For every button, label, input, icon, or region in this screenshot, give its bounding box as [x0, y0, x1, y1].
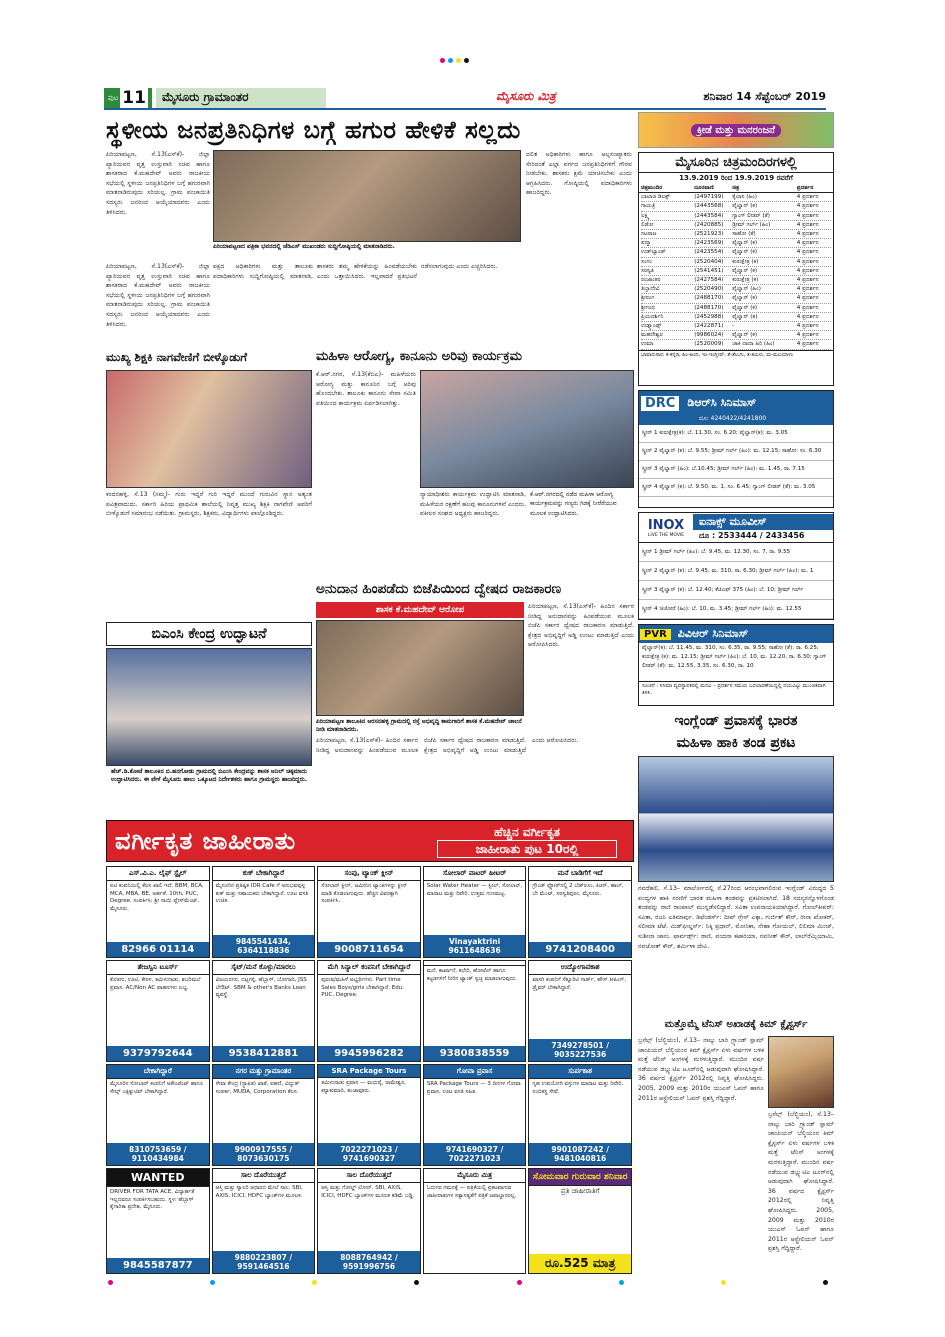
cinema-row: [641, 285, 831, 294]
cinema-cell: ಪೈಲ್ವಾನ್ (ಕ): [732, 249, 758, 256]
page-header: [104, 88, 826, 110]
cinema-cell: ಪ್ರಿಯದರ್ಶಿನಿ: [641, 313, 664, 320]
story3-photo: [420, 370, 634, 488]
classified-ad-phone: 7022271023 / 9741690327: [318, 1143, 420, 1165]
classified-ad-body: ಸೋಲಾರ್ ಕ್ಲೀನ್, ಜಮೀನಿನ ಟ್ಯಾಂಕಿಗಳನ್ನು ಕ್ಲೀನ್ ಮಾಡಿ ಕೊಡಲಾಗುವುದು. ಹೆಚ್ಚಿನ ವಿವರಕ್ಕಾಗಿ ಸಂಪರ್ಕಿಸಿ.: [321, 883, 408, 904]
classified-ad: [212, 1064, 316, 1166]
classified-ad: [528, 866, 632, 958]
inox-logo: INOX: [647, 517, 685, 533]
classified-ad-phone: 9741690327 / 7022271023: [424, 1143, 526, 1165]
cinema-cell: 4 ಪ್ರದರ್ಶನ: [796, 203, 819, 210]
paper-logo: ಮೈಸೂರು ಮಿತ್ರ: [496, 89, 556, 103]
classified-ad-title: ತೇಜಸ್ವಿನಿ ಟೂರ್ಸ್: [107, 961, 209, 975]
classified-ad-phone: 7349278501 / 9035227536: [529, 1039, 631, 1061]
cinema-cell: ತಿಬ್ಬಾದೇವಿ: [641, 286, 660, 293]
cinema-cell: (2427584): [694, 277, 724, 284]
cinema-cell: 4 ಪ್ರದರ್ಶನ: [796, 249, 819, 256]
inox-phone: ದೂ : 2533444 / 2433456: [699, 530, 805, 540]
classified-ad-phone: 9845541434, 6364118836: [213, 935, 315, 957]
classified-ad: [106, 866, 210, 958]
classified-ad-phone: 9900917555 / 8073630175: [213, 1143, 315, 1165]
cinema-cell: ನಟರಾಜ: [641, 231, 657, 238]
cinema-cell: ಶ್ರೀರಂಗ: [641, 295, 655, 302]
story4-body: ಪಿರಿಯಾಪಟ್ಟಣ, ಸೆ.13(ಎಸ್‌ಕೆ)- ಹಿಂದಿನ ಸರ್ಕಾರ ನೀಡಿದ್ದ ಅನುದಾನವನ್ನು ಹಿಂಪಡೆಯುವ ಮೂಲಕ ಬಿಜೆಪಿ ಸರ್ಕಾರ ದ್ವೇಷದ ರಾಜಕಾರಣ ಮಾಡುತ್ತಿದೆ. ಕ್ಷೇತ್ರದ ಅಭಿವೃದ್ಧಿಗೆ ಅಡ್ಡಿ ಉಂಟು ಮಾಡುತ್ತಿದೆ ಎಂದು ಆರೋಪಿಸಿದರು.: [316, 737, 579, 754]
cinema-col-header: ಚಿತ್ರ: [732, 185, 740, 191]
classified-ad: [423, 1064, 527, 1166]
classified-ad-body: ಪುರುಷ/ಮಹಿಳೆ ಅಭ್ಯರ್ಥಿಗಳು. Part time Sales Boys/girls ಬೇಕಾಗಿದ್ದಾರೆ. Edu: PUC, Degree.: [321, 977, 405, 998]
cinema-table: [639, 193, 833, 349]
lead-col-3: ದಲಿತ ಅಧಿಕಾರಿಗಳು ಹಾಗೂ ಅಲ್ಪಸಂಖ್ಯಾತರು ಸೇರಿದಂತೆ ಎಲ್ಲಾ ವರ್ಗದ ಜನಪ್ರತಿನಿಧಿಗಳಿಗೆ ಗೌರವ ನೀಡಬೇಕು. ಶಾಸಕರು ಕ್ಷಮೆ ಯಾಚಿಸಬೇಕು ಎಂದು ಆಗ್ರಹಿಸಿದರು. ಗೋಷ್ಠಿಯಲ್ಲಿ ಪದಾಧಿಕಾರಿಗಳು ಹಾಜರಿದ್ದರು.: [526, 151, 632, 197]
classified-ad: [317, 1168, 421, 1274]
classified-ad-title: ಮನೆ ಬಾಡಿಗೆಗೆ ಇದೆ: [529, 867, 631, 881]
story2-body: ಕಂದನಹಳ್ಳಿ, ಸೆ.13 (ನಮ್ಮ)- ಗುರು ಇದ್ದರೆ ಗುರಿ ಇದ್ದರೆ ಮುಂದೆ ಗುರುವಿನ ಸ್ಥಾನ ಅತ್ಯಂತ ಪವಿತ್ರವಾದುದು. ಸರ್ಕಾರಿ ಹಿರಿಯ ಪ್ರಾಥಮಿಕ ಶಾಲೆಯಲ್ಲಿ ನಿವೃತ್ತ ಮುಖ್ಯ ಶಿಕ್ಷಕಿ ನಾಗವೇಣಿ ಅವರಿಗೆ ಬೀಳ್ಕೊಡುಗೆ ಸಮಾರಂಭ ನಡೆಯಿತು. ಗ್ರಾಮಸ್ಥರು, ಶಿಕ್ಷಕರು, ವಿದ್ಯಾರ್ಥಿಗಳು ಪಾಲ್ಗೊಂಡಿದ್ದರು.: [106, 491, 312, 518]
classified-ad-title: ಉದ್ಯೋಗಾವಕಾಶ: [529, 961, 631, 975]
cinema-cell: ಶ್ರೀಗಂಧ: [641, 304, 656, 311]
classified-ad: [212, 866, 316, 958]
inox-tagline: LIVE THE MOVIE: [647, 532, 685, 538]
classified-ad-title: ಸೋಮವಾರ ಗುರುವಾರ ಶನಿವಾರ: [529, 1169, 631, 1186]
hockey-headline-1: ಇಂಗ್ಲೆಂಡ್ ಪ್ರವಾಸಕ್ಕೆ ಭಾರತ: [674, 713, 798, 729]
cinema-row: [641, 340, 831, 349]
cinema-cell: (2520490): [694, 286, 724, 293]
classified-ad-phone: 9945996282: [318, 1046, 420, 1061]
drc-screen-row: ಸ್ಕ್ರೀನ್ 1 ಕುರುಕ್ಷೇತ್ರ(ಕ): ಬೆ. 11.30, ಸಂ. 6.20; ಪೈಲ್ವಾನ್(ಕ): ಮ. 3.05: [639, 425, 833, 443]
drc-screen-row: ಸ್ಕ್ರೀನ್ 2 ಪೈಲ್ವಾನ್ (ಕ): ಬೆ. 9.55; ಡ್ರೀಮ್ ಗರ್ಲ್ (ಹಿಂ): ಮ. 12.15; ಸಾಹೋ: ಸಂ. 6.30: [639, 443, 833, 461]
drc-phone: ದೂ: 4240422/4241800: [639, 415, 833, 425]
inox-screen-row: ಸ್ಕ್ರೀನ್ 4 ಚಿಚೋರೆ (ಹಿಂ): ಬೆ. 10, ಮ. 3.45; ಡ್ರೀಮ್ ಗರ್ಲ್ (ಹಿಂ): ಮ. 12.55: [639, 600, 833, 619]
pvr-header: [639, 625, 833, 643]
classified-ad: [106, 960, 210, 1062]
clijsters-body-2: ಬ್ರಸೆಲ್ಸ್ (ಬೆಲ್ಜಿಯಂ), ಸೆ.13– ನಾಲ್ಕು ಬಾರಿ ಗ್ರ್ಯಾಂಡ್ ಸ್ಲಾಮ್ ಚಾಂಪಿಯನ್ ಬೆಲ್ಜಿಯಂನ ಕಿಮ್ ಕ್ಲೈಸ್ಟರ್ಸ್ ಏಳು ವರ್ಷಗಳ ಬಳಿಕ ಮತ್ತೆ ಟೆನಿಸ್ ಅಂಗಳಕ್ಕೆ ಮರಳುತ್ತಿದ್ದಾರೆ. ಮುಂದಿನ ವರ್ಷ ನಡೆಯುವ ಡಬ್ಲ್ಯುಟಿಎ ಟೂರ್‌ನಲ್ಲಿ ಆಡುವುದಾಗಿ ಘೋಷಿಸಿದ್ದಾರೆ. 36 ವರ್ಷದ ಕ್ಲೈಸ್ಟರ್ಸ್ 2012ರಲ್ಲಿ ನಿವೃತ್ತಿ ಘೋಷಿಸಿದ್ದರು. 2005, 2009 ಮತ್ತು 2010ರ ಯುಎಸ್ ಓಪನ್ ಹಾಗೂ 2011ರ ಆಸ್ಟ್ರೇಲಿಯನ್ ಓಪನ್ ಪ್ರಶಸ್ತಿ ಗೆದ್ದಿದ್ದಾರೆ.: [768, 1111, 834, 1253]
classified-ad-title: ಸಾಲ ದೊರೆಯುತ್ತದೆ: [318, 1169, 420, 1183]
cinema-cell: ಪೈಲ್ವಾನ್ (ಕ): [732, 304, 758, 311]
cinema-cell: (2488170): [694, 304, 724, 311]
cinema-cell: ಲಿಡೋ: [641, 221, 654, 228]
cinema-listing: [638, 152, 834, 386]
classified-grid: [106, 866, 634, 1276]
cinema-footer: ಭಾಷಾನುಸಾರ: ಕ-ಕನ್ನಡ, ಹಿಂ-ಹಿಂದಿ, ಇಂ-ಇಂಗ್ಲೀಷ್, ತೆ-ತೆಲುಗು, ತ-ತಮಿಳು, ಮ-ಮಲಯಾಳಂ: [639, 350, 833, 360]
cinema-cell: ಲಕ್ಷ್ಮಿ: [641, 212, 650, 219]
hockey-headline-2: ಮಹಿಳಾ ಹಾಕಿ ತಂಡ ಪ್ರಕಟ: [676, 735, 796, 751]
cinema-title: ಮೈಸೂರಿನ ಚಿತ್ರಮಂದಿರಗಳಲ್ಲಿ: [639, 153, 833, 173]
cinema-cell: (2488170): [694, 295, 724, 302]
cinema-cell: ಕೈಲಾಸ (ಹಿಂ): [732, 194, 757, 201]
classified-ad-body: ಓದುಗರ ಗಮನಕ್ಕೆ — ಪತ್ರಿಕೆಯಲ್ಲಿ ಪ್ರಕಟವಾಗುವ ಜಾಹೀರಾತುಗಳ ಸತ್ಯಾಸತ್ಯತೆಗೆ ಪತ್ರಿಕೆ ಜವಾಬ್ದಾರರಲ್ಲ.: [426, 1185, 517, 1199]
classified-ad-title: ಎಸ್.ವಿ.ಎ. ಲೈಫ್ ಸ್ಟೈಲ್: [107, 867, 209, 881]
cinema-row: [641, 258, 831, 267]
classified-ad: [106, 1064, 210, 1166]
cinema-cell: ಪದ್ಮಾ: [641, 240, 651, 247]
cinema-cell: 4 ಪ್ರದರ್ಶನ: [796, 267, 819, 274]
classified-ad-body: ಮೈಸೂರಿನ ಪ್ರತಿಷ್ಠಿತ IDR Cafe ಗೆ ಅನುಭವವುಳ್ಳ ಕುಕ್ ಮತ್ತು ಸಹಾಯಕರು ಬೇಕಾಗಿದ್ದಾರೆ. ಊಟ ವಸತಿ ಉಚಿತ.: [215, 883, 309, 904]
cinema-cell: 4 ಪ್ರದರ್ಶನ: [796, 240, 819, 247]
clijsters-body: ಬ್ರಸೆಲ್ಸ್ (ಬೆಲ್ಜಿಯಂ), ಸೆ.13– ನಾಲ್ಕು ಬಾರಿ ಗ್ರ್ಯಾಂಡ್ ಸ್ಲಾಮ್ ಚಾಂಪಿಯನ್ ಬೆಲ್ಜಿಯಂನ ಕಿಮ್ ಕ್ಲೈಸ್ಟರ್ಸ್ ಏಳು ವರ್ಷಗಳ ಬಳಿಕ ಮತ್ತೆ ಟೆನಿಸ್ ಅಂಗಳಕ್ಕೆ ಮರಳುತ್ತಿದ್ದಾರೆ. ಮುಂದಿನ ವರ್ಷ ನಡೆಯುವ ಡಬ್ಲ್ಯುಟಿಎ ಟೂರ್‌ನಲ್ಲಿ ಆಡುವುದಾಗಿ ಘೋಷಿಸಿದ್ದಾರೆ. 36 ವರ್ಷದ ಕ್ಲೈಸ್ಟರ್ಸ್ 2012ರಲ್ಲಿ ನಿವೃತ್ತಿ ಘೋಷಿಸಿದ್ದರು. 2005, 2009 ಮತ್ತು 2010ರ ಯುಎಸ್ ಓಪನ್ ಹಾಗೂ 2011ರ ಆಸ್ಟ್ರೇಲಿಯನ್ ಓಪನ್ ಪ್ರಶಸ್ತಿ ಗೆದ್ದಿದ್ದಾರೆ.: [638, 1037, 764, 1102]
classified-ad-phone: 9741208400: [529, 942, 631, 957]
cinema-row: [641, 193, 831, 202]
cinema-cell: ಪೈಲ್ವಾನ್ (ಕ): [732, 267, 758, 274]
cinema-cell: (2520009): [694, 341, 724, 348]
cinema-row: [641, 212, 831, 221]
classified-ad: [423, 1168, 527, 1274]
classified-ad: [212, 960, 316, 1062]
sports-banner-text: ಕ್ರೀಡೆ ಮತ್ತು ಮನರಂಜನೆ: [691, 124, 781, 137]
cinema-col-header: ದೂರವಾಣಿ: [694, 185, 714, 191]
cinema-cell: (2443568): [694, 203, 724, 210]
story4-body-side: ಪಿರಿಯಾಪಟ್ಟಣ, ಸೆ.13(ಎಸ್‌ಕೆ)- ಹಿಂದಿನ ಸರ್ಕಾರ ನೀಡಿದ್ದ ಅನುದಾನವನ್ನು ಹಿಂಪಡೆಯುವ ಮೂಲಕ ಬಿಜೆಪಿ ಸರ್ಕಾರ ದ್ವೇಷದ ರಾಜಕಾರಣ ಮಾಡುತ್ತಿದೆ. ಕ್ಷೇತ್ರದ ಅಭಿವೃದ್ಧಿಗೆ ಅಡ್ಡಿ ಉಂಟು ಮಾಡುತ್ತಿದೆ ಎಂದು ಆರೋಪಿಸಿದರು.: [528, 603, 634, 649]
classified-ad-title: SRA Package Tours: [318, 1065, 420, 1078]
cinema-row: [641, 267, 831, 276]
story5-caption: ಹೆಚ್.ಡಿ.ಕೋಟೆ ತಾಲೂಕಿನ ಬಿ.ಹನಗೋಡು ಗ್ರಾಮದಲ್ಲಿ ಬಿಎಂಸಿ ಕೇಂದ್ರವನ್ನು ಶಾಸಕ ಅನಿಲ್ ಚಿಕ್ಕಮಾದು ಉದ್ಘಾಟಿಸಿದರು. ಈ ವೇಳೆ ಮೈಸೂರು ಹಾಲು ಒಕ್ಕೂಟದ ನಿರ್ದೇಶಕರು ಹಾಗೂ ಗ್ರಾಮಸ್ಥರು ಹಾಜರಿದ್ದರು.: [110, 768, 308, 783]
cinema-cell: 4 ಪ್ರದರ್ಶನ: [796, 295, 819, 302]
page-label: ಪುಟ: [108, 93, 119, 102]
cinema-cell: 4 ಪ್ರದರ್ಶನ: [796, 304, 819, 311]
classified-ad-phone: Vinayaktrini 9611648636: [424, 935, 526, 957]
cinema-cell: (2420885): [694, 221, 724, 228]
classified-ad-body: DRIVER FOR TATA ACE. ವಿದ್ಯಾರ್ಹತೆ ಇಲ್ಲದವರೂ ಸಂಪರ್ಕಿಸಬಹುದು. ಸ್ಥಳ: ಹೆಬ್ಬಾಳ್ ಕೈಗಾರಿಕಾ ಪ್ರದೇಶ, ಮೈಸೂರು.: [110, 1189, 195, 1210]
cinema-cell: ಪೈಲ್ವಾನ್ (ಕ): [732, 240, 758, 247]
inox-block: [638, 512, 834, 620]
pvr-showtimes: ಪೈಲ್ವಾನ್(ಕ): ಬೆ. 11.45, ಮ. 310, ಸಂ. 6.35, ರಾ. 9.55; ಸಾಹೋ (ತೆ): ರಾ. 6.25; ಕುರುಕ್ಷೇತ್ರ (ಕ): ಮ. 12.15; ಡ್ರೀಮ್ ಗರ್ಲ್ (ಹಿಂ): ಬೆ. 10, ಮ. 12.20, ರಾ. 6.30; ಗ್ಯಾಂಗ್ ಲೀಡರ್ (ತೆ): ಮ. 12.55, 3.35, ಸಂ. 6.30, ರಾ. 10: [642, 645, 827, 669]
classified-ad: [423, 866, 527, 958]
registration-marks-bottom: [108, 1280, 828, 1286]
cinema-row: [641, 331, 831, 340]
cinema-table-header: [639, 184, 833, 193]
classified-ad: [317, 866, 421, 958]
cinema-cell: 4 ಪ್ರದರ್ಶನ: [796, 323, 819, 330]
classified-ad-title: ಮೈಸೂರು ಮಿತ್ರ: [424, 1169, 526, 1183]
story3-body-2: ನ್ಯಾಯಾಧೀಶರು ಕಾರ್ಯಕ್ರಮ ಉದ್ಘಾಟಿಸಿ ಮಾತನಾಡಿ, ಮಹಿಳೆಯರ ರಕ್ಷಣೆಗೆ ಹಲವು ಕಾನೂನುಗಳಿವೆ ಎಂದರು. ವಕೀಲರ ಸಂಘದ ಅಧ್ಯಕ್ಷರು ಹಾಜರಿದ್ದರು.: [420, 491, 526, 518]
inox-header: [639, 513, 833, 543]
classified-title: ವರ್ಗೀಕೃತ ಜಾಹೀರಾತು: [115, 827, 297, 855]
classified-ad: [423, 960, 527, 1062]
pvr-block: [638, 624, 834, 706]
classified-ad-phone: 8088764942 / 9591996756: [318, 1251, 420, 1273]
story5-photo: [106, 648, 312, 766]
cinema-row: [641, 294, 831, 303]
story3-caption: ಕೆ.ಆರ್.ನಗರದಲ್ಲಿ ನಡೆದ ಮಹಿಳಾ ಆರೋಗ್ಯ ಕಾರ್ಯಕ್ರಮವನ್ನು ಗಣ್ಯರು ಗಿಡಕ್ಕೆ ನೀರೆರೆಯುವ ಮೂಲಕ ಉದ್ಘಾಟಿಸಿದರು.: [530, 491, 617, 517]
cinema-row: [641, 313, 831, 322]
cinema-cell: ಮಹದೇಶ್ವರ: [641, 332, 663, 339]
cinema-cell: ಕುರುಕ್ಷೇತ್ರ (ಕ): [732, 277, 759, 284]
cinema-cell: 4 ಪ್ರದರ್ಶನ: [796, 341, 819, 348]
classified-ad-title: ಸಂಪು, ಟ್ಯಾಂಕ್ ಕ್ಲೀನ್: [318, 867, 420, 881]
story5-headline: ಬಿಎಂಸಿ ಕೇಂದ್ರ ಉದ್ಘಾಟನೆ: [106, 622, 312, 646]
cinema-cell: (2497199): [694, 194, 724, 201]
pvr-logo: PVR: [640, 629, 671, 640]
cinema-cell: ಗಾಯತ್ರಿ: [641, 203, 656, 210]
classified-ad-body: ತಮಿಳುನಾಡು ಪ್ರವಾಸ — ಮಧುರೈ, ರಾಮೇಶ್ವರ, ಕನ್ಯಾಕುಮಾರಿ, ತಂಜಾವೂರು.: [321, 1080, 406, 1094]
classified-ad: [528, 1064, 632, 1166]
cinema-row: [641, 221, 831, 230]
classified-ad-title: ಸಾಲ ದೊರೆಯುತ್ತದೆ: [213, 1169, 315, 1183]
cinema-cell: (2520404): [694, 258, 724, 265]
cinema-note: ಸೂಚನೆ : ಸಿನಿಮಾ ವ್ಯವಸ್ಥಾಪಕರಲ್ಲಿ ಮನವಿ – ಪ್ರದರ್ಶನ ಸಮಯ ಬದಲಾವಣೆಯಿದ್ದಲ್ಲಿ ದಯವಿಟ್ಟು ಮುಂಚಿತವಾಗಿ ತಿಳಿಸಿ.: [639, 681, 833, 703]
classified-ad: [212, 1168, 316, 1274]
classified-ad-phone: 9538412881: [213, 1046, 315, 1061]
section-title: ಮೈಸೂರು ಗ್ರಾಮಾಂತರ: [156, 88, 326, 108]
inox-title: ಐನಾಕ್ಸ್ ಮೂವೀಸ್: [693, 514, 833, 530]
drc-title: ಡಿಆರ್‌ಸಿ ಸಿನಿಮಾಸ್: [687, 396, 757, 409]
cinema-cell: (2443584): [694, 212, 724, 219]
classified-ad-title: WANTED: [107, 1169, 209, 1187]
classified-ad-title: ನಗರ ಮತ್ತು ಗ್ರಾಮಾಂತರ: [213, 1065, 315, 1079]
classified-ad-body: ಆಸ್ತಿ ಮತ್ತು ಸ್ಯಾಲರಿ ಆಧಾರದ ಮೇಲೆ ಸಾಲ. SBI, AXIS, ICICI, HDFC ಬ್ಯಾಂಕ್‌ಗಳ ಮೂಲಕ.: [215, 1185, 303, 1199]
cinema-cell: (2423569): [694, 240, 724, 247]
classified-ad: [528, 1168, 632, 1274]
hockey-photo: [638, 756, 834, 882]
cinema-row: [641, 202, 831, 211]
classified-ad-title: ಸುರ್ಪಕಾಶ: [529, 1065, 631, 1079]
cinema-range: 13.9.2019 ರಿಂದ 19.9.2019 ರವರೆಗೆ: [679, 174, 793, 182]
story2-photo: [106, 370, 312, 488]
cinema-row: [641, 239, 831, 248]
classified-ad-body: ಗ್ರೌಂಡ್ ಫ್ಲೋರ್‌ನಲ್ಲಿ 2 ಬೆಡ್‌ರೂಂ, ಕಿಚನ್, ಹಾಲ್, ಬೇ ಮೆಂಟ್, ಸರಸ್ವತಿಪುರಂ, ಮೈಸೂರು.: [532, 883, 624, 897]
cinema-cell: ಉಮಾ: [641, 341, 654, 348]
lead-caption: ಪಿರಿಯಾಪಟ್ಟಣದ ಪತ್ರಿಕಾ ಭವನದಲ್ಲಿ ಜೆಡಿಎಸ್ ಮುಖಂಡರು ಸುದ್ದಿಗೋಷ್ಠಿಯಲ್ಲಿ ಮಾತನಾಡಿದರು.: [213, 243, 395, 250]
classified-ad-body: ವಿಜಯನಗರ, ದಟ್ಟಗಳ್ಳಿ, ಹೆಬ್ಬಾಳ್, ಬೋಗಾದಿ, JSS ಲೇಔಟ್. SBM & other's Banks Loan ವ್ಯವಸ್ಥೆ.: [215, 977, 307, 998]
cinema-cell: ಸಂಗಂ: [641, 258, 652, 265]
cinema-cell: ಪೈಲ್ವಾನ್ (ಕ): [732, 203, 758, 210]
cinema-cell: (2541451): [694, 267, 724, 274]
drc-screen-row: ಸ್ಕ್ರೀನ್ 4 ಪೈಲ್ವಾನ್ (ಕ): ಬೆ. 9.50, ಮ. 1, ಸಂ. 6.45; ಗ್ಯಾಂಗ್ ಲೀಡರ್ (ತೆ): ಮ. 3.05: [639, 479, 833, 497]
cinema-cell: (2422871): [694, 323, 724, 330]
cinema-cell: 4 ಪ್ರದರ್ಶನ: [796, 212, 819, 219]
cinema-cell: -: [732, 323, 735, 330]
cinema-cell: (2521923): [694, 231, 724, 238]
classified-ad-body: ಮೈಸೂರಿನ ಸೋಲಾರ್ ಕಂಪನಿಗೆ ಅಕೌಂಟೆಂಟ್ ಹಾಗೂ ಸೇಲ್ಸ್ ಎಕ್ಸಿಕ್ಯುಟಿವ್ ಬೇಕಾಗಿದ್ದಾರೆ.: [110, 1081, 203, 1095]
cinema-cell: ಸಾಹೋ (ತೆ): [732, 231, 756, 238]
classified-banner: [106, 820, 634, 862]
cinema-row: [641, 322, 831, 331]
cinema-cell: 4 ಪ್ರದರ್ಶನ: [796, 221, 819, 228]
cinema-cell: 4 ಪ್ರದರ್ಶನ: [796, 286, 819, 293]
cinema-cell: (2452988): [694, 313, 724, 320]
hockey-body: ನವದೆಹಲಿ, ಸೆ.13– ಮಾರ್ಲೋದಲ್ಲಿ ಸೆ.27ರಿಂದ ಆರಂಭವಾಗಲಿರುವ ಇಂಗ್ಲೆಂಡ್ ವಿರುದ್ಧದ 5 ಪಂದ್ಯಗಳ ಹಾಕಿ ಸರಣಿಗೆ ಭಾರತ ಮಹಿಳಾ ತಂಡವನ್ನು ಪ್ರಕಟಿಸಲಾಗಿದೆ. 18 ಸದಸ್ಯರನ್ನೊಳಗೊಂಡ ತಂಡವನ್ನು ರಾಣಿ ರಾಂಪಾಲ್ ಮುನ್ನಡೆಸಲಿದ್ದಾರೆ. ಸವಿತಾ ಉಪನಾಯಕಿಯಾಗಿದ್ದಾರೆ. ಗೋಲ್‌ಕೀಪರ್: ಸವಿತಾ, ರಜನಿ ಎತಿಮಾರ್ಪು. ಡಿಫೆಂಡರ್ಸ್: ದೀಪ್ ಗ್ರೇಸ್ ಎಕ್ಕಾ, ಗುರ್ಜಿತ್ ಕೌರ್, ರೀನಾ ಖೋಕರ್, ಸಲೀಮಾ ಟೆಟೆ. ಮಿಡ್‌ಫೀಲ್ಡರ್ಸ್: ನಿಕ್ಕಿ ಪ್ರಧಾನ್, ಮೋನಿಕಾ, ನೇಹಾ ಗೋಯಲ್, ಲಿಲಿಮಾ ಮಿಂಜ್, ಸುಶೀಲಾ ಚಾನು. ಫಾರ್ವರ್ಡ್ಸ್: ರಾಣಿ, ವಂದನಾ ಕಟಾರಿಯಾ, ನವನೀತ್ ಕೌರ್, ಲಾಲ್‌ರೆಮ್ಸಿಯಾಮಿ, ನವಜೋತ್ ಕೌರ್, ಶರ್ಮಿಳಾ ದೇವಿ.: [638, 885, 834, 950]
cinema-cell: ಬಾಲಾಜಿ ಡಿಲಕ್ಸ್: [641, 194, 670, 201]
classified-ad: [106, 1168, 210, 1274]
cinema-cell: ಡ್ರೀಮ್ ಗರ್ಲ್ (ಹಿಂ): [732, 221, 771, 228]
cinema-cell: ಗ್ಯಾಂಗ್ ಲೀಡರ್ (ತೆ): [732, 212, 770, 219]
pvr-title: ಪಿವಿಆರ್ ಸಿನಿಮಾಸ್: [677, 627, 749, 640]
classified-ad-body: ಐಟಿ ಕಂಪನಿಯಲ್ಲಿ ಕೆಲಸ ಖಾಲಿ ಇದೆ. BBM, BCA, MCA, MBA, BE, ಅರ್ಹತೆ. 10th, PUC, Degree. ಸಂಪರ್ಕಿಸಿ: ಶ್ರೀ ಸಾಯಿ ಪ್ಲೇಸ್‌ಮೆಂಟ್, ಮೈಸೂರು.: [110, 883, 204, 912]
classified-ad-body: ಆಸ್ತಿ ಮತ್ತು ಗೋಲ್ಡ್ ಲೋನ್. SBI, AXIS, ICICI, HDFC ಬ್ಯಾಂಕ್‌ಗಳ ಮೂಲಕ ಕಡಿಮೆ ಬಡ್ಡಿ.: [321, 1185, 415, 1199]
cinema-cell: ಕುರುಕ್ಷೇತ್ರ (ಕ): [732, 258, 759, 265]
cinema-cell: ಸರಸ್ವತಿ: [641, 267, 654, 274]
classified-sub-1: ಹೆಚ್ಚಿನ ವರ್ಗೀಕೃತ: [493, 825, 560, 839]
drc-logo: DRC: [641, 396, 679, 411]
classified-ad-body: SRA Package Tours — 3 ದಿನಗಳ ಗೋವಾ ಪ್ರವಾಸ, ಊಟ ವಸತಿ ಸಹಿತ.: [426, 1081, 521, 1095]
clijsters-photo: [768, 1036, 834, 1108]
cinema-cell: 4 ಪ್ರದರ್ಶನ: [796, 277, 819, 284]
story4-kicker: ಶಾಸಕ ಕೆ.ಮಹದೇವ್ ಆರೋಪ: [316, 602, 524, 618]
cinema-cell: 4 ಪ್ರದರ್ಶನ: [796, 313, 819, 320]
story4-photo: [316, 620, 524, 716]
classified-ad-phone: 9379792644: [107, 1046, 209, 1061]
classified-ad-body: ಮನೆ, ಕಾರ್ಖಾನೆ, ಕಛೇರಿ, ಹೋಟೆಲ್ ಹಾಗೂ ಕಟ್ಟಡಗಳಿಗೆ ನೀರಿನ ಟ್ಯಾಂಕ್ ಸ್ವಚ್ಛ ಮಾಡಲಾಗುವುದು.: [426, 968, 518, 982]
cinema-cell: ಉಡ್‌ಲ್ಯಾಂಡ್: [641, 249, 666, 256]
classified-ad: [528, 960, 632, 1062]
classified-ad-phone: 9380838559: [424, 1046, 526, 1061]
page-number: 11: [122, 88, 146, 108]
cinema-cell: 4 ಪ್ರದರ್ಶನ: [796, 194, 819, 201]
registration-marks-top: [440, 58, 520, 64]
lead-headline: ಸ್ಥಳೀಯ ಜನಪ್ರತಿನಿಧಿಗಳ ಬಗ್ಗೆ ಹಗುರ ಹೇಳಿಕೆ ಸಲ್ಲದು: [106, 116, 521, 144]
classified-ad-phone: 9008711654: [318, 942, 420, 957]
inox-screen-row: ಸ್ಕ್ರೀನ್ 2 ಪೈಲ್ವಾನ್ (ಕ): ಬೆ. 9.45, ಮ. 310, ರಾ. 6.30; ಡ್ರೀಮ್ ಗರ್ಲ್ (ಹಿಂ): ಮ. 1: [639, 562, 833, 581]
drc-block: [638, 390, 834, 508]
cinema-row: [641, 276, 831, 285]
sports-banner: [638, 112, 834, 148]
cinema-col-header: ಚಿತ್ರಮಂದಿರ: [641, 185, 663, 191]
classified-ad-phone: 9845587877: [107, 1258, 209, 1273]
story2-headline: ಮುಖ್ಯ ಶಿಕ್ಷಕಿ ನಾಗವೇಣಿಗೆ ಬೀಳ್ಕೊಡುಗೆ: [106, 350, 247, 364]
cinema-cell: (9986024): [694, 332, 724, 339]
classified-ad-body: ಖಾಸಗಿ ಕಂಪನಿಗೆ ಸೆಕ್ಯೂರಿಟಿ ಗಾರ್ಡ್, ಹೌಸ್ ಕೀಪಿಂಗ್, ಡ್ರೈವರ್ ಬೇಕಾಗಿದ್ದಾರೆ.: [532, 977, 627, 991]
cinema-cell: ಪೈಲ್ವಾನ್ (ಕ): [732, 295, 758, 302]
cinema-cell: 4 ಪ್ರದರ್ಶನ: [796, 231, 819, 238]
classified-ad-body: ಗೃಹ ಉಪಯೋಗಿ ವಸ್ತುಗಳ ಮಾರಾಟ ಮತ್ತು ರಿಪೇರಿ. ನಂಬಿಕಸ್ಥ ಸೇವೆ.: [532, 1081, 624, 1095]
classified-ad-phone: 9880223807 / 9591464516: [213, 1251, 315, 1273]
drc-showtimes: [639, 425, 833, 497]
story4-caption: ಪಿರಿಯಾಪಟ್ಟಣ ತಾಲೂಕಿನ ಅರಸನಹಳ್ಳಿ ಗ್ರಾಮದಲ್ಲಿ ರಸ್ತೆ ಅಭಿವೃದ್ಧಿ ಕಾಮಗಾರಿಗೆ ಶಾಸಕ ಕೆ.ಮಹದೇವ್ ಚಾಲನೆ ನೀಡಿ ಮಾತನಾಡಿದರು.: [316, 718, 522, 733]
classified-ad: [317, 1064, 421, 1166]
cinema-cell: (2423554): [694, 249, 724, 256]
story4-headline: ಅನುದಾನ ಹಿಂಪಡೆದು ಬಿಜೆಪಿಯಿಂದ ದ್ವೇಷದ ರಾಜಕಾರಣ: [316, 581, 562, 597]
page-date: ಶನಿವಾರ 14 ಸೆಪ್ಟೆಂಬರ್ 2019: [703, 90, 826, 103]
classified-ad-title: ಕುಕ್ ಬೇಕಾಗಿದ್ದಾರೆ: [213, 867, 315, 881]
story3-body-1: ಕೆ.ಆರ್.ನಗರ, ಸೆ.13(ಕೆಬಿಎ)- ಮಹಿಳೆಯರು ಆರೋಗ್ಯ ಮತ್ತು ಕಾನೂನಿನ ಬಗ್ಗೆ ಅರಿವು ಹೊಂದಬೇಕು. ತಾಲೂಕು ಕಾನೂನು ಸೇವಾ ಸಮಿತಿ ವತಿಯಿಂದ ಕಾರ್ಯಕ್ರಮ ಏರ್ಪಡಿಸಲಾಗಿತ್ತು.: [316, 371, 416, 407]
cinema-row: [641, 248, 831, 257]
drc-screen-row: ಸ್ಕ್ರೀನ್ 3 ಪೈಲ್ವಾನ್ (ಹಿಂ): ಬೆ.10.45; ಡ್ರೀಮ್ ಗರ್ಲ್ (ಹಿಂ): ಮ. 1.45, ರಾ. 7.15: [639, 461, 833, 479]
classified-ad-phone: 8310753659 / 9110434984: [107, 1143, 209, 1165]
cinema-col-header: ಪ್ರದರ್ಶನ: [796, 185, 814, 191]
classified-ad-title: ಗೋವಾ ಪ್ರವಾಸ: [424, 1065, 526, 1079]
classified-ad-title: ಸೈಟ್/ಮನೆ ಕೊಳ್ಳು/ಮಾರಲು: [213, 961, 315, 975]
clijsters-headline: ಮತ್ತೊಮ್ಮೆ ಟೆನಿಸ್ ಅಖಾಡಕ್ಕೆ ಕಿಮ್ ಕ್ಲೈಸ್ಟರ್ಸ್: [664, 1019, 808, 1030]
page-number-badge: [104, 88, 152, 108]
classified-ad-body: ಸೇವಾ ಕೇಂದ್ರ (ಸ್ಥಾಪಿತ) ಖಾತೆ, ಪಹಣಿ, ವಿದ್ಯುತ್ ಸಂಪರ್ಕ, MUDA, Corporation ಕೆಲಸ.: [215, 1081, 300, 1095]
inox-screen-row: ಸ್ಕ್ರೀನ್ 3 ಪೈಲ್ವಾನ್ (ಕ): ಬೆ. 12.40; ಕೆಜಿಎಫ್ 375 (ಹಿಂ): ಬೆ. 10; ಡ್ರೀಮ್ ಗರ್ಲ್: [639, 581, 833, 600]
classified-sub-box: [425, 824, 629, 858]
drc-header: [639, 391, 833, 415]
cinema-cell: ಪೈಲ್ವಾನ್ (ತ): [732, 313, 758, 320]
cinema-cell: ರಂಜಾಂತರ: [641, 277, 661, 284]
classified-ad-body: ಕೊಡಗು, ಊಟಿ, ಕೇರಳ, ತಮಿಳುನಾಡು, ಶಬರಿಮಲೆ ಪ್ರವಾಸ. AC/Non AC ವಾಹನಗಳು ಲಭ್ಯ.: [110, 977, 201, 991]
classified-ad-body: ಪ್ರತಿ ಜಾಹೀರಾತಿಗೆ: [560, 1187, 600, 1195]
classified-ad-title: ಮೆಗಿ ಸಿನ್ಯಾಲ್ ಕಂಪನಿಗೆ ಬೇಕಾಗಿದ್ದಾರೆ: [318, 961, 420, 975]
classified-ad-title: ಬೇಕಾಗಿದ್ದಾರೆ: [107, 1065, 209, 1079]
classified-ad-phone: 82966 01114: [107, 942, 209, 957]
classified-ad-body: Solar Water Heater — ಸ್ಟೀಲ್, ಸೋಲಾರ್, ಮಾರಾಟ ಮತ್ತು ರಿಪೇರಿ. ಉತ್ತಮ ಗುಣಮಟ್ಟ.: [426, 883, 523, 897]
classified-ad-title: ಸೋಲಾರ್ ವಾಟರ್ ಹೀಟರ್: [424, 867, 526, 881]
cinema-cell: ಚಾಕಿ ದಾದಾ ಹಿರಿ (ಹಿಂ): [732, 341, 775, 348]
lead-col-1: ಪಿರಿಯಾಪಟ್ಟಣ, ಸೆ.13(ಎಸ್‌ಕೆ)- ಜಿಲ್ಲಾ ಪ್ಯಾರಿಯವರ ವೃತ್ತ ಉಸ್ತುವಾರಿ ಸಚಿವ ಹಾಗೂ ಶಾಸಕರಾದ ಕೆ.ಮಹದೇವ್ ಅವರು ರಾಜಕೀಯ ಸಭೆಯಲ್ಲಿ ಸ್ಥಳೀಯ ಜನಪ್ರತಿನಿಧಿಗಳ ಬಗ್ಗೆ ಹಗುರವಾಗಿ ಮಾತನಾಡಿರುವುದು ಸರಿಯಲ್ಲ. ಗ್ರಾಮ ಪಂಚಾಯಿತಿ ಸದಸ್ಯರು ಜನರಿಂದ ಆಯ್ಕೆಯಾದವರು ಎಂದು ತಿಳಿಸಿದರು.: [106, 151, 210, 216]
inox-screen-row: ಸ್ಕ್ರೀನ್ 1 ಡ್ರೀಮ್ ಗರ್ಲ್ (ಹಿಂ): ಬೆ. 9.45, ಮ. 12.30, ಸಂ. 7, ರಾ. 9.55: [639, 543, 833, 562]
classified-ad-phone: 9901087242 / 9481040816: [529, 1143, 631, 1165]
classified-ad: [317, 960, 421, 1062]
cinema-cell: ಪೈಲ್ವಾನ್ (ಹಿಂ): [732, 286, 761, 293]
cinema-cell: ಪೈಲ್ವಾನ್ (ಕ): [732, 332, 758, 339]
lead-col-2: ಪಕ್ಷದ ಅಧಿಕಾರಿಗಳು ಮತ್ತು ತಾಲೂಕು ಪದಾಧಿಕಾರಿಗಳು ಸುದ್ದಿಗೋಷ್ಠಿಯಲ್ಲಿ ಮಾತನಾಡಿ, ಶಾಸಕರು ತಮ್ಮ ಹೇಳಿಕೆಯನ್ನು ಹಿಂಪಡೆಯಬೇಕು ಎಂದು ಒತ್ತಾಯಿಸಿದರು. ಇಲ್ಲವಾದರೆ ಪ್ರತಿಭಟನೆ ನಡೆಸಲಾಗುವುದು ಎಂದು ಎಚ್ಚರಿಸಿದರು.: [213, 263, 498, 280]
cinema-row: [641, 304, 831, 313]
story3-headline: ಮಹಿಳಾ ಆರೋಗ್ಯ, ಕಾನೂನು ಅರಿವು ಕಾರ್ಯಕ್ರಮ: [316, 349, 523, 364]
classified-sub-2: ಜಾಹೀರಾತು ಪುಟ 10ರಲ್ಲಿ: [437, 840, 617, 858]
cinema-cell: 4 ಪ್ರದರ್ಶನ: [796, 258, 819, 265]
classified-ad-phone: ರೂ.525 ಮಾತ್ರ: [529, 1254, 631, 1273]
lead-photo: [213, 150, 521, 242]
cinema-row: [641, 230, 831, 239]
cinema-cell: ಉಡ್ಗ್ಯಾಂಡ್ಸ್: [641, 323, 662, 330]
cinema-cell: 4 ಪ್ರದರ್ಶನ: [796, 332, 819, 339]
lead-col-1b: ಪಿರಿಯಾಪಟ್ಟಣ, ಸೆ.13(ಎಸ್‌ಕೆ)- ಜಿಲ್ಲಾ ಪ್ಯಾರಿಯವರ ವೃತ್ತ ಉಸ್ತುವಾರಿ ಸಚಿವ ಹಾಗೂ ಶಾಸಕರಾದ ಕೆ.ಮಹದೇವ್ ಅವರು ರಾಜಕೀಯ ಸಭೆಯಲ್ಲಿ ಸ್ಥಳೀಯ ಜನಪ್ರತಿನಿಧಿಗಳ ಬಗ್ಗೆ ಹಗುರವಾಗಿ ಮಾತನಾಡಿರುವುದು ಸರಿಯಲ್ಲ. ಗ್ರಾಮ ಪಂಚಾಯಿತಿ ಸದಸ್ಯರು ಜನರಿಂದ ಆಯ್ಕೆಯಾದವರು ಎಂದು ತಿಳಿಸಿದರು.: [106, 263, 210, 328]
inox-showtimes: [639, 543, 833, 619]
